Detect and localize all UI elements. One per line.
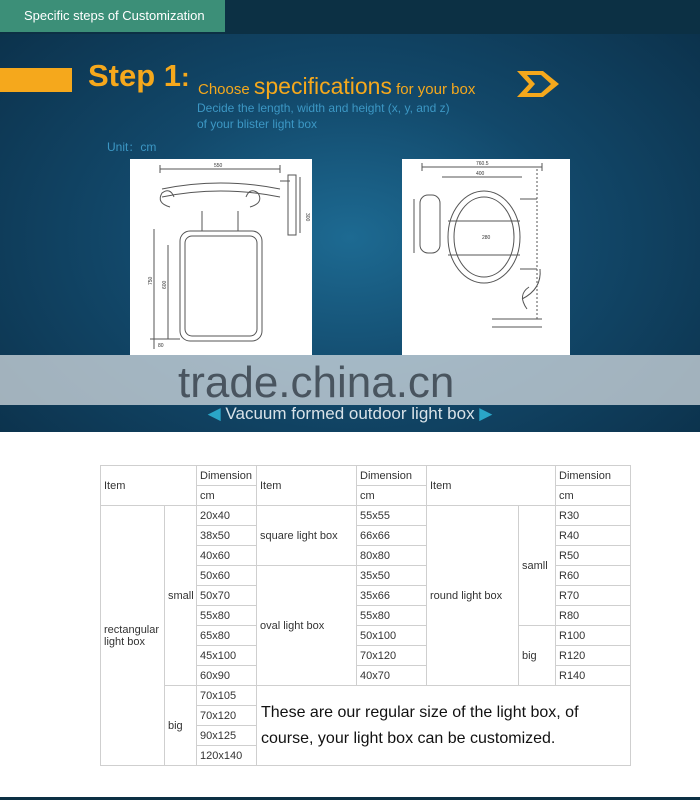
table-cell: 55x80 <box>197 606 257 626</box>
header-dimension: Dimension <box>556 466 631 486</box>
photo-caption <box>0 404 700 424</box>
specifications-word: specifications <box>253 73 392 99</box>
table-row <box>101 506 631 526</box>
caption-left-marker: ◀ <box>207 404 226 423</box>
table-cell: 45x100 <box>197 646 257 666</box>
header-unit: cm <box>357 486 427 506</box>
header-item: Item <box>101 466 197 506</box>
caption-right-marker: ▶ <box>474 404 493 423</box>
choose-word: Choose <box>198 81 250 98</box>
table-cell: R40 <box>556 526 631 546</box>
size-group-small: small <box>165 506 197 686</box>
table-cell: 50x70 <box>197 586 257 606</box>
table-cell: 40x70 <box>357 666 427 686</box>
size-table-wrapper <box>100 465 630 761</box>
step-description-line1: Decide the length, width and height (x, y, and z) <box>197 101 450 115</box>
table-cell: 66x66 <box>357 526 427 546</box>
table-cell: R140 <box>556 666 631 686</box>
table-cell: 90x125 <box>197 726 257 746</box>
header-dimension: Dimension <box>357 466 427 486</box>
table-cell: 35x50 <box>357 566 427 586</box>
dim-h3: 80 <box>158 343 164 349</box>
size-group-big-round: big <box>519 626 556 686</box>
caption-text: Vacuum formed outdoor light box <box>225 404 475 423</box>
table-cell: 50x100 <box>357 626 427 646</box>
size-group-small-round: samll <box>519 506 556 626</box>
header-item: Item <box>427 466 556 506</box>
dim-h2: 600 <box>162 280 168 289</box>
dim-side: 300 <box>304 213 310 222</box>
drawing-oval-box <box>402 159 570 355</box>
table-cell: R50 <box>556 546 631 566</box>
step-title <box>88 58 190 94</box>
table-cell: R120 <box>556 646 631 666</box>
table-cell: 70x120 <box>197 706 257 726</box>
size-group-big: big <box>165 686 197 766</box>
table-cell: 40x60 <box>197 546 257 566</box>
table-cell: 70x120 <box>357 646 427 666</box>
arrow-right-icon <box>517 71 559 97</box>
table-cell: R100 <box>556 626 631 646</box>
customization-note: These are our regular size of the light box, of course, your light box can be customized. <box>257 686 631 766</box>
step-description-line2: of your blister light box <box>197 117 318 131</box>
step-number: Step 1 <box>88 58 182 93</box>
table-row <box>101 466 631 486</box>
table-cell: 60x90 <box>197 666 257 686</box>
section-tag: Specific steps of Customization <box>0 0 225 32</box>
dim-d2: 280 <box>482 235 491 241</box>
category-rectangular: rectangular light box <box>101 506 165 766</box>
table-cell: R60 <box>556 566 631 586</box>
header-item: Item <box>257 466 357 506</box>
category-round: round light box <box>427 506 519 686</box>
table-cell: R80 <box>556 606 631 626</box>
table-cell: 20x40 <box>197 506 257 526</box>
table-cell: 38x50 <box>197 526 257 546</box>
header-dimension: Dimension <box>197 466 257 486</box>
table-cell: 50x60 <box>197 566 257 586</box>
watermark: trade.china.cn <box>178 358 455 407</box>
step-heading <box>198 73 475 100</box>
dim-h1: 750 <box>148 276 154 285</box>
dim-d1: 400 <box>476 171 485 177</box>
table-cell: R30 <box>556 506 631 526</box>
step-colon: : <box>181 62 190 92</box>
category-oval: oval light box <box>257 566 357 686</box>
table-row <box>101 686 631 706</box>
table-cell: 35x66 <box>357 586 427 606</box>
rectangular-box-drawing <box>130 159 312 355</box>
oval-box-drawing <box>402 159 570 355</box>
table-cell: R70 <box>556 586 631 606</box>
drawing-rectangular-box <box>130 159 312 355</box>
size-table <box>100 465 631 766</box>
step-description <box>197 100 450 132</box>
table-cell: 80x80 <box>357 546 427 566</box>
header-unit: cm <box>556 486 631 506</box>
dim-top: 760.5 <box>476 161 489 167</box>
step-left-bar <box>0 68 72 92</box>
table-cell: 55x55 <box>357 506 427 526</box>
dim-width: 550 <box>214 163 223 169</box>
for-box-words: for your box <box>396 81 476 98</box>
table-cell: 55x80 <box>357 606 427 626</box>
table-cell: 65x80 <box>197 626 257 646</box>
unit-label: Unit：cm <box>107 140 157 154</box>
category-square: square light box <box>257 506 357 566</box>
table-cell: 120x140 <box>197 746 257 766</box>
header-unit: cm <box>197 486 257 506</box>
table-cell: 70x105 <box>197 686 257 706</box>
